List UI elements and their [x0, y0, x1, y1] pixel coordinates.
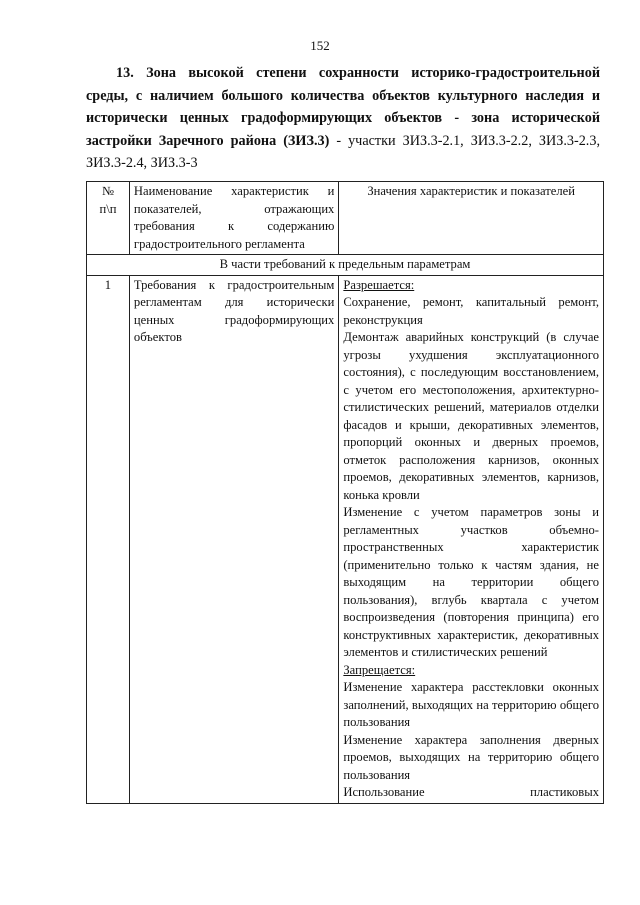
heading-bold: 13. Зона высокой степени сохранности историко-градостроительной среды, с наличием большого количества объектов культурного наследия и исторически ценных градоформирующих объектов - зона исторической застройки Заречного района (ЗИЗ.3) — [86, 65, 600, 149]
row-number-cell: 1 — [87, 275, 130, 803]
header-name-cell: Наименование характеристик и показателей, отражающих требования к содержанию градостроительного регламента — [129, 182, 338, 255]
table-header-row — [87, 182, 604, 255]
allowed-item: Сохранение, ремонт, капитальный ремонт, реконструкция — [343, 295, 599, 327]
section-heading — [86, 62, 600, 175]
heading-text — [86, 62, 600, 175]
heading-regular: - участки ЗИЗ.3-2.1, ЗИЗ.3-2.2, ЗИЗ.3-2.3, ЗИЗ.3-2.4, ЗИЗ.3-3 — [86, 132, 600, 171]
forbidden-item: Изменение характера заполнения дверных проемов, выходящих на территорию общего пользования — [343, 732, 599, 782]
forbidden-item: Использование пластиковых — [343, 785, 599, 799]
regulations-table — [86, 181, 604, 804]
row-name-cell: Требования к градостроительным регламентам для исторически ценных градоформирующих объектов — [129, 275, 338, 803]
section-title-row — [87, 255, 604, 276]
allowed-label: Разрешается: — [343, 277, 415, 292]
section-title-cell: В части требований к предельным параметрам — [87, 255, 604, 276]
header-values-cell: Значения характеристик и показателей — [339, 182, 604, 255]
allowed-item: Демонтаж аварийных конструкций (в случае угрозы ухудшения эксплуатационного состояния), с последующим восстановлением, с учетом его местоположения, архитектурно-стилистических решений, материалов отделки фасадов и крыши, декоративных элементов, пропорций оконных и дверных проемов, отметок расположения карнизов, оконных проемов, декоративных элементов, карнизов, конька кровли — [343, 330, 599, 502]
page-number: 152 — [310, 38, 330, 53]
header-number-cell — [87, 182, 130, 255]
row-values-cell — [339, 275, 604, 803]
header-number-line2: п\п — [99, 201, 117, 216]
forbidden-label: Запрещается: — [343, 662, 416, 677]
forbidden-item: Изменение характера расстекловки оконных заполнений, выходящих на территорию общего пользования — [343, 680, 599, 729]
table-row — [87, 275, 604, 803]
allowed-item: Изменение с учетом параметров зоны и регламентных участков объемно-пространственных характеристик (применительно только к частям здания, не выходящим на территории общего пользования), вглубь квартала с учетом воспроизведения (повторения принципа) его конструктивных характеристик, декоративных элементов и стилистических решений — [343, 505, 599, 659]
header-number-line1: № — [101, 184, 114, 198]
